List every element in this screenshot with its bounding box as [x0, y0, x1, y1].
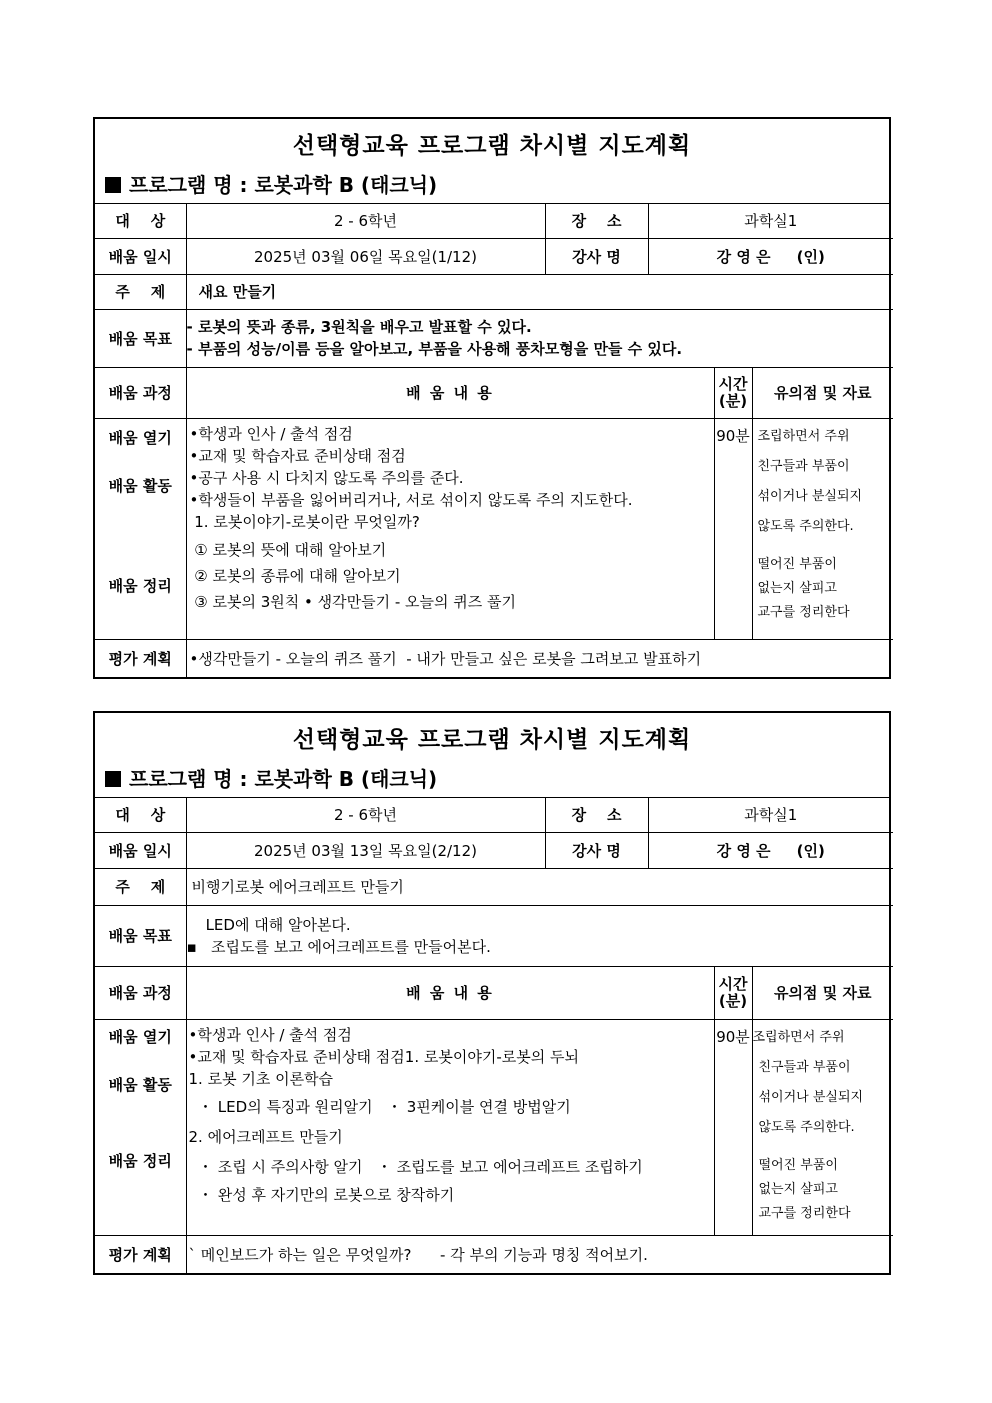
process-label: 배움 과정: [95, 367, 186, 418]
content-label: 배 움 내 용: [186, 966, 714, 1019]
content-item: •학생과 인사 / 출석 점검: [188, 1025, 352, 1044]
process-header-row: [95, 367, 893, 418]
target-row: [95, 204, 893, 238]
content-item: ・ 조립 시 주의사항 알기 ・ 조립도를 보고 에어크레프트 조립하기: [188, 1157, 643, 1176]
topic-row: [95, 274, 893, 309]
goal-item: LED에 대해 알아본다.: [186, 915, 351, 934]
content-item: •교재 및 학습자료 준비상태 점검1. 로봇이야기-로봇의 두뇌: [188, 1047, 579, 1066]
content-item: ① 로봇의 뜻에 대해 알아보기: [189, 540, 387, 559]
goal-item: - 부품의 성능/이름 등을 알아보고, 부품을 사용해 풍차모형을 만들 수 있다.: [186, 340, 683, 358]
place-value: 과학실1: [648, 798, 893, 832]
plan-title: 선택형교육 프로그램 차시별 지도계획: [292, 133, 692, 159]
goal-item: - 로봇의 뜻과 종류, 3원칙을 배우고 발표할 수 있다.: [186, 318, 532, 336]
square-bullet-icon: [105, 771, 121, 787]
process-label: 배움 과정: [95, 966, 186, 1019]
date-value: 2025년 03월 06일 목요일(1/12): [186, 238, 545, 274]
goal-row: [95, 309, 893, 367]
topic-value: 비행기로봇 에어크레프트 만들기: [186, 868, 893, 905]
plan-table: [95, 798, 893, 1273]
eval-value: •생각만들기 - 오늘의 퀴즈 풀기 - 내가 만들고 싶은 로봇을 그려보고 발표하기: [186, 639, 893, 677]
notes-label: 유의점 및 자료: [752, 367, 893, 418]
note-item: 친구들과 부품이: [758, 1059, 851, 1075]
content-item: •교재 및 학습자료 준비상태 점검: [189, 446, 406, 465]
teacher-value: 강 영 은 (인): [648, 832, 893, 868]
process-row: [95, 1019, 893, 1235]
target-value: 2 - 6학년: [186, 798, 545, 832]
eval-row: [95, 1235, 893, 1273]
content-item: 2. 에어크레프트 만들기: [188, 1127, 343, 1146]
eval-row: [95, 639, 893, 677]
topic-value: 새요 만들기: [186, 274, 893, 309]
notes-list: [752, 418, 893, 639]
content-item: ・ 완성 후 자기만의 로봇으로 창작하기: [188, 1185, 455, 1204]
goal-list: [186, 905, 893, 966]
time-label: [714, 367, 752, 418]
topic-label: 주 제: [95, 274, 186, 309]
content-item: ・ LED의 특징과 원리알기 ・ 3핀케이블 연결 방법알기: [188, 1097, 571, 1116]
close-label: 배움 정리: [108, 1151, 172, 1170]
teacher-value: 강 영 은 (인): [648, 238, 893, 274]
activity-label: 배움 활동: [108, 1075, 172, 1094]
target-label: 대 상: [95, 798, 186, 832]
target-row: [95, 798, 893, 832]
plan-header: [95, 119, 889, 204]
note-item: 교구를 정리한다: [758, 1205, 851, 1221]
place-label: 장 소: [545, 204, 648, 238]
content-list: [186, 1019, 714, 1235]
note-item: 않도록 주의한다.: [758, 1119, 855, 1135]
program-name: [105, 763, 437, 792]
topic-row: [95, 868, 893, 905]
goal-label: 배움 목표: [95, 905, 186, 966]
note-item: 조립하면서 주위: [752, 1029, 845, 1045]
program-name-text: 프로그램 명 : 로봇과학 B (태크닉): [129, 767, 438, 791]
date-row: [95, 238, 893, 274]
goal-item: ▪ 조립도를 보고 에어크레프트를 만들어본다.: [186, 937, 491, 956]
note-item: 떨어진 부품이: [758, 1157, 838, 1173]
activity-label: 배움 활동: [108, 476, 172, 495]
goal-row: [95, 905, 893, 966]
time-value: 90분: [714, 1019, 752, 1235]
goal-label: 배움 목표: [95, 309, 186, 367]
goal-list: [186, 309, 893, 367]
content-item: 1. 로봇이야기-로봇이란 무엇일까?: [189, 512, 420, 531]
content-item: ② 로봇의 종류에 대해 알아보기: [189, 566, 401, 585]
teacher-label: 강사 명: [545, 238, 648, 274]
program-name: [105, 169, 437, 198]
note-item: 않도록 주의한다.: [757, 518, 854, 534]
process-header-row: [95, 966, 893, 1019]
open-label: 배움 열기: [108, 1027, 172, 1046]
date-value: 2025년 03월 13일 목요일(2/12): [186, 832, 545, 868]
note-item: 친구들과 부품이: [757, 458, 850, 474]
content-list: [186, 418, 714, 639]
date-label: 배움 일시: [95, 832, 186, 868]
plan-table: [95, 204, 893, 677]
date-label: 배움 일시: [95, 238, 186, 274]
program-name-text: 프로그램 명 : 로봇과학 B (태크닉): [129, 173, 438, 197]
time-label: [714, 966, 752, 1019]
content-item: 1. 로봇 기초 이론학습: [188, 1069, 334, 1088]
date-row: [95, 832, 893, 868]
note-item: 떨어진 부품이: [757, 556, 837, 572]
content-item: ③ 로봇의 3원칙 • 생각만들기 - 오늘의 퀴즈 풀기: [189, 592, 516, 611]
plan-title: 선택형교육 프로그램 차시별 지도계획: [292, 727, 692, 753]
process-stages: [95, 1019, 186, 1235]
note-item: 없는지 살피고: [758, 1181, 838, 1197]
note-item: 섞이거나 분실되지: [758, 1089, 864, 1105]
note-item: 없는지 살피고: [757, 580, 837, 596]
time-label-2: (분): [718, 991, 748, 1010]
time-label-1: 시간: [718, 974, 748, 993]
note-item: [753, 1140, 889, 1154]
content-item: •학생과 인사 / 출석 점검: [189, 424, 353, 443]
content-item: •공구 사용 시 다치지 않도록 주의를 준다.: [189, 468, 464, 487]
note-item: 섞이거나 분실되지: [757, 488, 863, 504]
close-label: 배움 정리: [108, 576, 172, 595]
eval-value: ` 메인보드가 하는 일은 무엇일까? - 각 부의 기능과 명칭 적어보기.: [186, 1235, 893, 1273]
teacher-label: 강사 명: [545, 832, 648, 868]
time-label-1: 시간: [718, 374, 748, 393]
lesson-plan-2: [93, 711, 891, 1275]
time-label-2: (분): [718, 391, 748, 410]
place-value: 과학실1: [648, 204, 893, 238]
target-label: 대 상: [95, 204, 186, 238]
square-bullet-icon: [105, 177, 121, 193]
process-stages: [95, 418, 186, 639]
eval-label: 평가 계획: [95, 639, 186, 677]
place-label: 장 소: [545, 798, 648, 832]
eval-label: 평가 계획: [95, 1235, 186, 1273]
notes-label: 유의점 및 자료: [752, 966, 893, 1019]
content-label: 배 움 내 용: [186, 367, 714, 418]
topic-label: 주 제: [95, 868, 186, 905]
plan-header: [95, 713, 889, 798]
content-item: •학생들이 부품을 잃어버리거나, 서로 섞이지 않도록 주의 지도한다.: [189, 490, 633, 509]
note-item: [758, 539, 889, 553]
lesson-plan-1: [93, 117, 891, 679]
notes-list: [752, 1019, 893, 1235]
note-item: 조립하면서 주위: [757, 428, 850, 444]
open-label: 배움 열기: [108, 428, 172, 447]
target-value: 2 - 6학년: [186, 204, 545, 238]
process-row: [95, 418, 893, 639]
note-item: 교구를 정리한다: [757, 604, 850, 620]
time-value: 90분: [714, 418, 752, 639]
